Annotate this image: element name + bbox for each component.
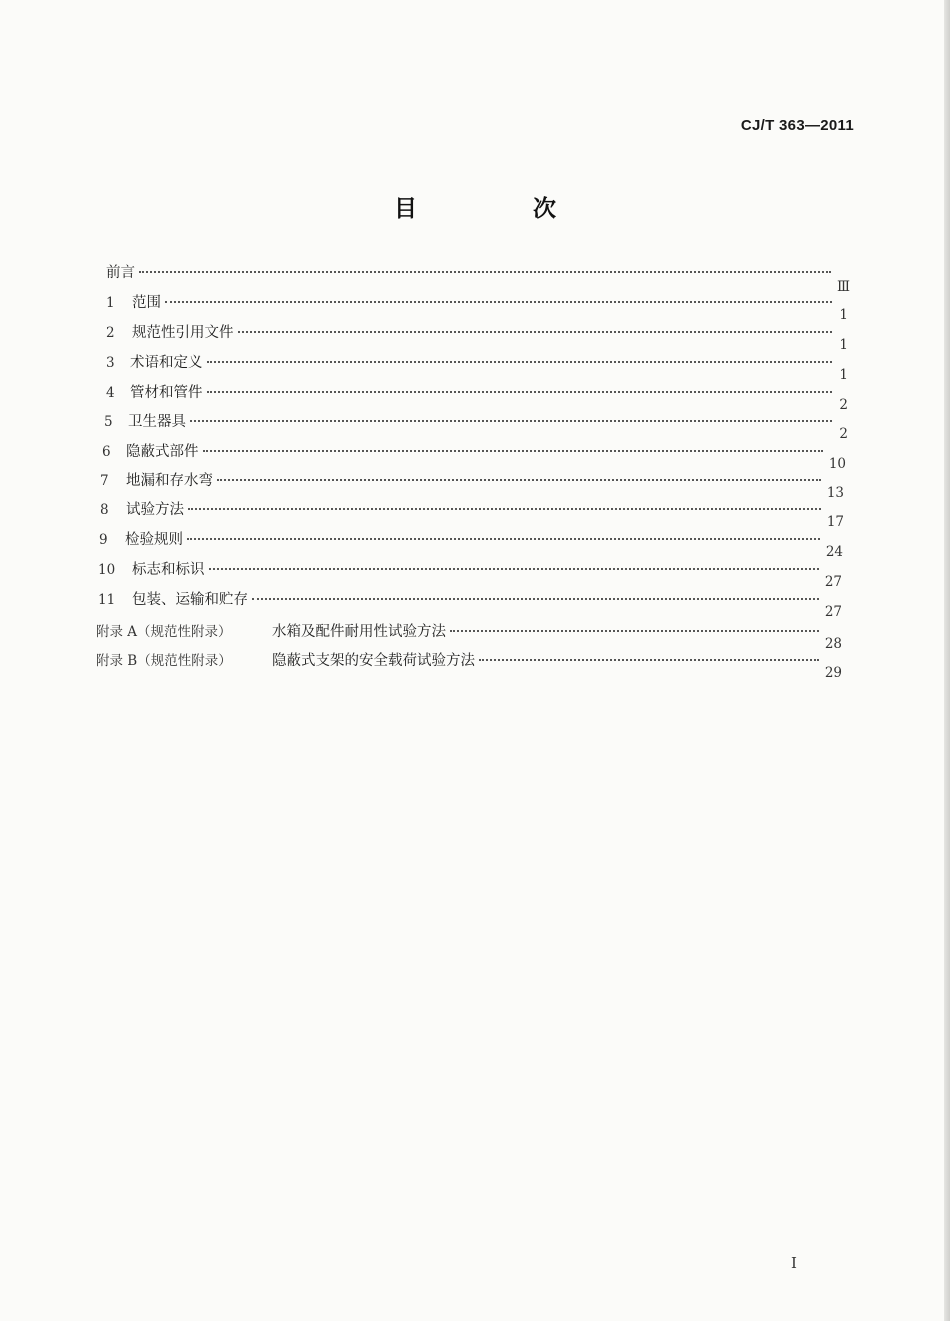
- toc-leader: [207, 390, 833, 393]
- toc-entry-1[interactable]: [106, 293, 848, 323]
- toc-entry-text: 检验规则: [125, 532, 183, 548]
- toc-entry-text: 标志和标识: [132, 562, 205, 578]
- toc-entry-text: 隐蔽式部件: [126, 444, 199, 460]
- toc-entry-text: 术语和定义: [130, 355, 203, 371]
- toc-entry-page: 27: [824, 604, 842, 620]
- toc-entry-foreword[interactable]: [106, 263, 850, 295]
- toc-leader: [450, 629, 819, 632]
- toc-entry-text: 卫生器具: [128, 414, 186, 430]
- toc-entry-number: 3: [106, 355, 115, 371]
- toc-entry-number: 附录 B（规范性附录）: [96, 653, 232, 669]
- toc-entry-page: 27: [824, 574, 842, 590]
- toc-leader: [188, 507, 821, 510]
- toc-entry-4[interactable]: [106, 383, 848, 413]
- toc-leader: [479, 658, 819, 661]
- toc-entry-number: 附录 A（规范性附录）: [96, 624, 232, 640]
- toc-entry-page: 29: [824, 665, 842, 681]
- toc-entry-page: 10: [828, 456, 846, 472]
- toc-entry-number: 11: [98, 592, 116, 608]
- toc-leader: [209, 567, 819, 570]
- toc-entry-number: 5: [104, 414, 113, 430]
- toc-entry-text: 前言: [106, 265, 135, 281]
- toc-leader: [139, 270, 831, 273]
- toc-entry-number: 7: [100, 473, 109, 489]
- toc-entry-number: 2: [106, 325, 115, 341]
- page-title: 目 次: [393, 196, 610, 222]
- toc-entry-7[interactable]: [100, 471, 844, 501]
- toc-entry-page: 13: [826, 485, 844, 501]
- toc-leader: [207, 360, 833, 363]
- page-number: I: [791, 1254, 797, 1272]
- toc-entry-text: 规范性引用文件: [132, 325, 234, 341]
- toc-entry-appendix-b[interactable]: [96, 651, 842, 681]
- toc-entry-text: 水箱及配件耐用性试验方法: [272, 624, 446, 640]
- toc-leader: [187, 537, 820, 540]
- toc-entry-page: 2: [839, 426, 848, 442]
- toc-entry-number: 4: [106, 385, 115, 401]
- toc-entry-appendix-a[interactable]: [96, 622, 842, 652]
- toc-entry-11[interactable]: [98, 590, 842, 620]
- toc-entry-text: 地漏和存水弯: [126, 473, 213, 489]
- toc-leader: [203, 449, 823, 452]
- toc-entry-8[interactable]: [100, 500, 844, 530]
- toc-leader: [190, 419, 832, 422]
- toc-entry-number: 6: [102, 444, 111, 460]
- toc-entry-10[interactable]: [98, 560, 842, 590]
- toc-entry-text: 隐蔽式支架的安全载荷试验方法: [272, 653, 475, 669]
- toc-entry-3[interactable]: [106, 353, 848, 383]
- toc-entry-page: 24: [825, 544, 843, 560]
- toc-entry-page: 1: [839, 367, 848, 383]
- toc-entry-text: 管材和管件: [130, 385, 203, 401]
- toc-leader: [217, 478, 821, 481]
- toc-entry-page: 2: [839, 397, 848, 413]
- toc-entry-text: 范围: [132, 295, 161, 311]
- toc-entry-page: Ⅲ: [836, 279, 850, 295]
- toc-leader: [165, 300, 832, 303]
- toc-entry-page: 17: [826, 514, 844, 530]
- toc-entry-2[interactable]: [106, 323, 848, 353]
- toc-entry-9[interactable]: [99, 530, 843, 560]
- toc-leader: [252, 597, 819, 600]
- toc-entry-number: 8: [100, 502, 109, 518]
- toc-entry-page: 1: [839, 307, 848, 323]
- toc-entry-6[interactable]: [102, 442, 846, 472]
- toc-entry-5[interactable]: [104, 412, 848, 442]
- toc-entry-text: 包装、运输和贮存: [132, 592, 248, 608]
- toc-entry-page: 28: [824, 636, 842, 652]
- toc-entry-page: 1: [839, 337, 848, 353]
- toc-leader: [238, 330, 833, 333]
- standard-code: CJ/T 363—2011: [740, 117, 854, 134]
- toc-entry-number: 10: [98, 562, 116, 578]
- toc-entry-text: 试验方法: [126, 502, 184, 518]
- toc-entry-number: 1: [106, 295, 115, 311]
- toc-entry-number: 9: [99, 532, 108, 548]
